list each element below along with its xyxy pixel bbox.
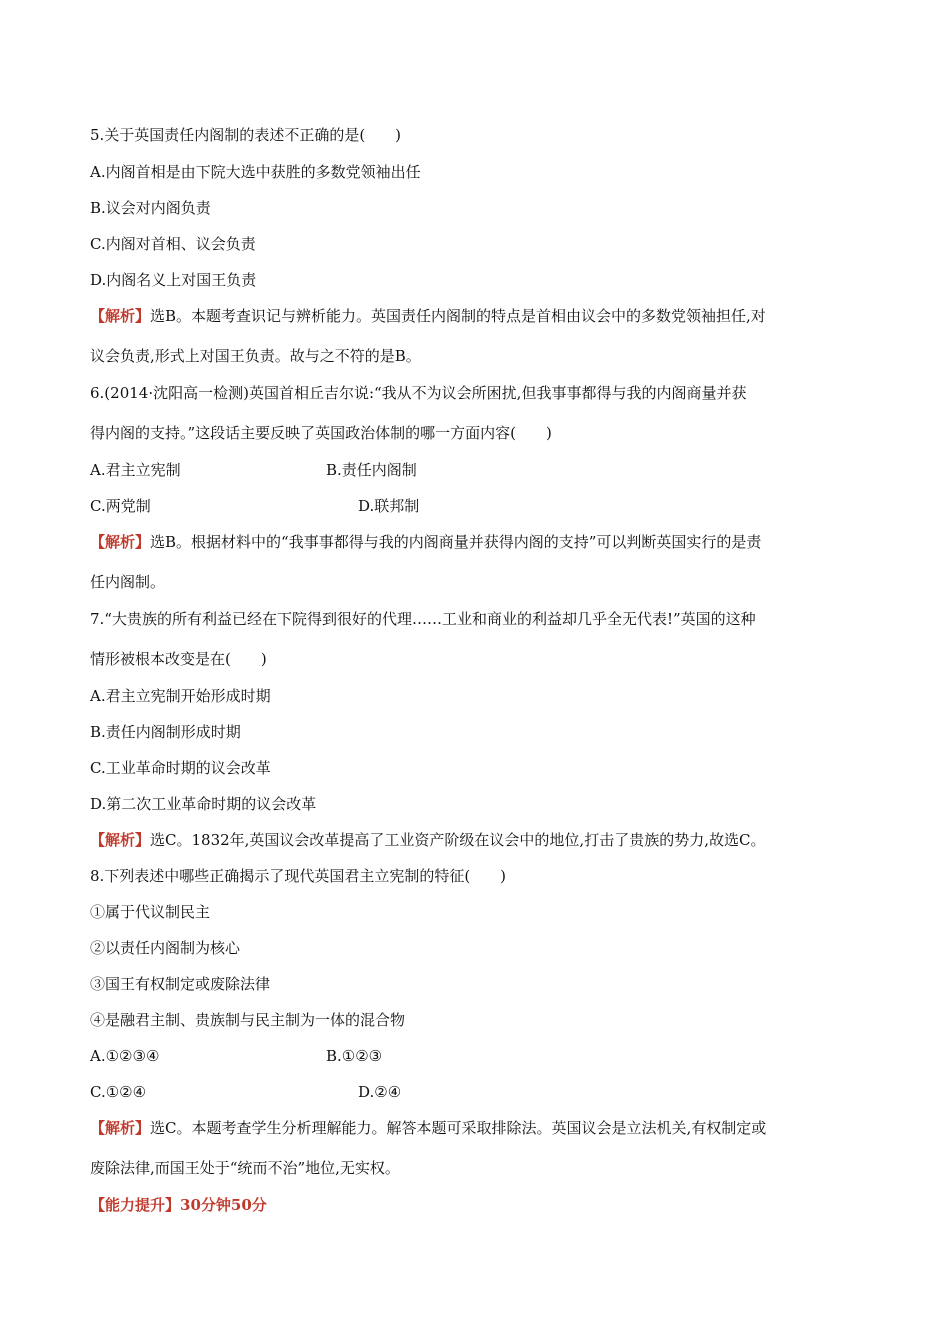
- q5-option-d: D.内阁名义上对国王负责: [90, 271, 257, 289]
- q6-option-a: A.君主立宪制: [90, 461, 181, 479]
- q5-analysis-text-1: 选B。本题考查识记与辨析能力。英国责任内阁制的特点是首相由议会中的多数党领袖担任,对: [150, 307, 766, 325]
- q7-option-a: A.君主立宪制开始形成时期: [90, 687, 271, 705]
- q8-statement-1: ①属于代议制民主: [90, 903, 211, 921]
- q5-stem: 5.关于英国责任内阁制的表述不正确的是( ): [90, 126, 402, 144]
- q8-option-a: A.①②③④: [90, 1047, 160, 1065]
- q8-option-d: D.②④: [358, 1083, 402, 1101]
- section-heading: [90, 1194, 267, 1216]
- q8-statement-3: ③国王有权制定或废除法律: [90, 975, 271, 993]
- q6-option-d: D.联邦制: [358, 497, 420, 515]
- q6-analysis: [90, 531, 761, 553]
- q5-option-c: C.内阁对首相、议会负责: [90, 235, 256, 253]
- q6-analysis-text-2: 任内阁制。: [90, 573, 166, 591]
- analysis-tag: 【解析】: [90, 533, 151, 551]
- q7-option-b: B.责任内阁制形成时期: [90, 723, 241, 741]
- analysis-tag: 【解析】: [90, 831, 151, 849]
- q5-analysis: [90, 305, 766, 327]
- q8-statement-4: ④是融君主制、贵族制与民主制为一体的混合物: [90, 1011, 406, 1029]
- q8-stem: 8.下列表述中哪些正确揭示了现代英国君主立宪制的特征( ): [90, 867, 507, 885]
- analysis-tag: 【解析】: [90, 307, 151, 325]
- q8-analysis-text-2: 废除法律,而国王处于“统而不治”地位,无实权。: [90, 1159, 400, 1177]
- q7-stem-2: 情形被根本改变是在( ): [90, 650, 267, 668]
- q7-option-c: C.工业革命时期的议会改革: [90, 759, 271, 777]
- q7-analysis-text-1: 选C。1832年,英国议会改革提高了工业资产阶级在议会中的地位,打击了贵族的势力,故选C。: [150, 831, 766, 849]
- q8-analysis: [90, 1117, 766, 1139]
- q7-analysis: [90, 829, 765, 851]
- q8-analysis-text-1: 选C。本题考查学生分析理解能力。解答本题可采取排除法。英国议会是立法机关,有权制定或: [150, 1119, 767, 1137]
- q6-option-b: B.责任内阁制: [326, 461, 417, 479]
- q6-option-c: C.两党制: [90, 497, 151, 515]
- section-time-score: 30分钟50分: [180, 1196, 267, 1214]
- q5-option-a: A.内阁首相是由下院大选中获胜的多数党领袖出任: [90, 163, 421, 181]
- q7-option-d: D.第二次工业革命时期的议会改革: [90, 795, 317, 813]
- section-tag: 【能力提升】: [90, 1196, 181, 1214]
- analysis-tag: 【解析】: [90, 1119, 151, 1137]
- q8-statement-2: ②以责任内阁制为核心: [90, 939, 241, 957]
- q5-analysis-text-2: 议会负责,形式上对国王负责。故与之不符的是B。: [90, 347, 421, 365]
- q6-analysis-text-1: 选B。根据材料中的“我事事都得与我的内阁商量并获得内阁的支持”可以判断英国实行的是责: [150, 533, 762, 551]
- q8-option-c: C.①②④: [90, 1083, 147, 1101]
- q6-stem-1: 6.(2014·沈阳高一检测)英国首相丘吉尔说:“我从不为议会所困扰,但我事事都得与我的内阁商量并获: [90, 384, 747, 402]
- q5-option-b: B.议会对内阁负责: [90, 199, 211, 217]
- q7-stem-1: 7.“大贵族的所有利益已经在下院得到很好的代理……工业和商业的利益却几乎全无代表!”英国的这种: [90, 610, 756, 628]
- q6-stem-2: 得内阁的支持。”这段话主要反映了英国政治体制的哪一方面内容( ): [90, 424, 552, 442]
- q8-option-b: B.①②③: [326, 1047, 383, 1065]
